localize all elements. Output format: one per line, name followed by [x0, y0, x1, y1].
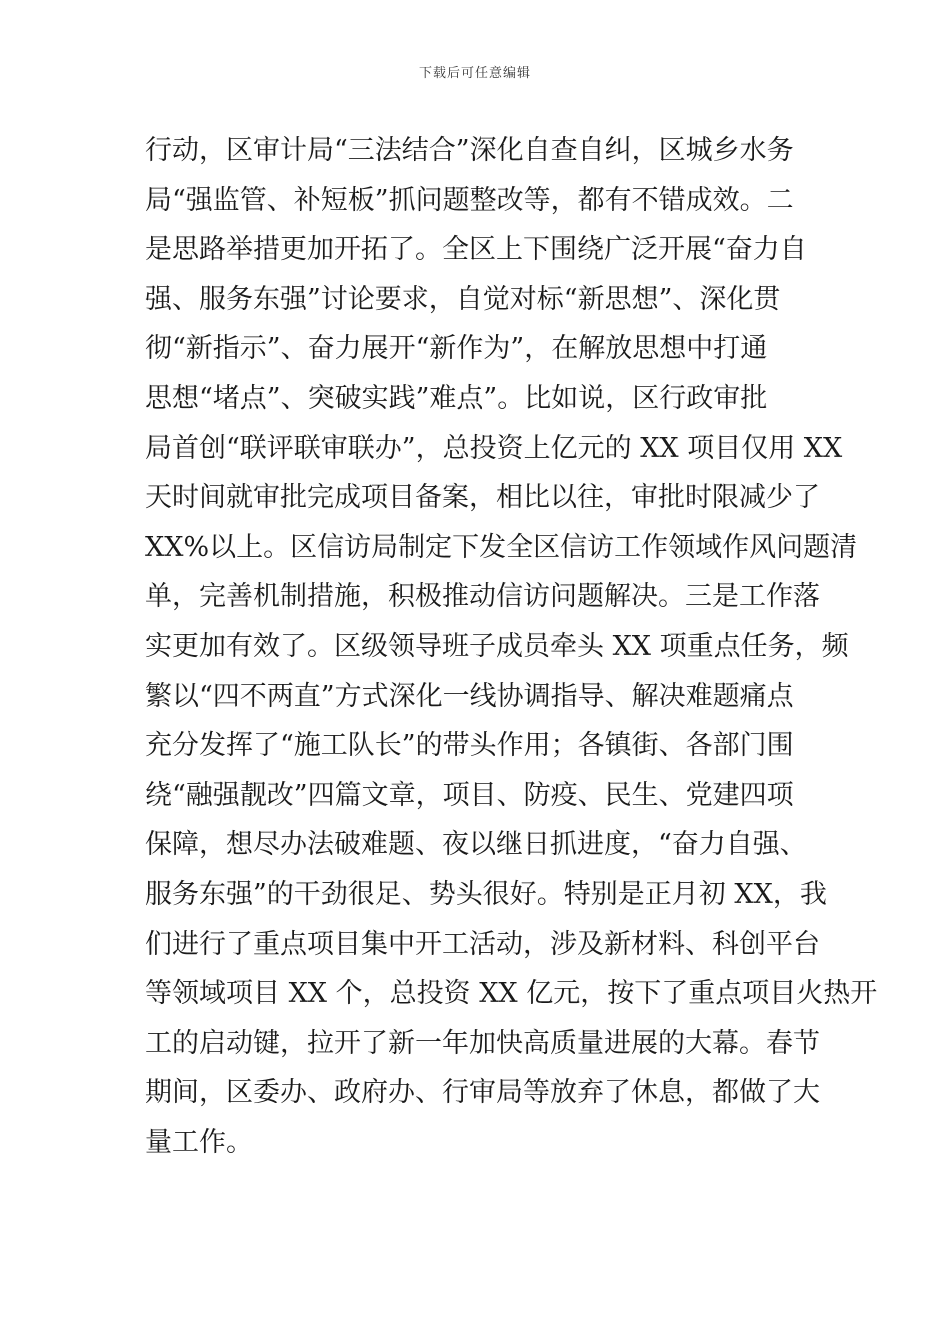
text-line: 工的启动键，拉开了新一年加快高质量进展的大幕。春节 — [145, 1027, 820, 1059]
text-line: 期间，区委办、政府办、行审局等放弃了休息，都做了大 — [145, 1077, 820, 1109]
text-line: 等领域项目 XX 个，总投资 XX 亿元，按下了重点项目火热开 — [145, 978, 878, 1010]
text-line: 们进行了重点项目集中开工活动，涉及新材料、科创平台 — [145, 928, 820, 960]
page-header: 下载后可任意编辑 — [418, 66, 531, 81]
text-line: 是思路举措更加开拓了。全区上下围绕广泛开展“奋力自 — [145, 234, 807, 266]
text-line: 局首创“联评联审联办”，总投资上亿元的 XX 项目仅用 XX — [145, 432, 843, 464]
text-line: 强、服务东强”讨论要求，自觉对标“新思想”、深化贯 — [145, 283, 781, 315]
text-line: 实更加有效了。区级领导班子成员牵头 XX 项重点任务，频 — [145, 630, 849, 662]
text-line: 思想“堵点”、突破实践”难点”。比如说，区行政审批 — [145, 382, 768, 414]
text-line: XX%以上。区信访局制定下发全区信访工作领域作风问题清 — [145, 531, 858, 563]
text-line: 单，完善机制措施，积极推动信访问题解决。三是工作落 — [145, 581, 820, 613]
text-line: 服务东强”的干劲很足、势头很好。特别是正月初 XX，我 — [145, 878, 827, 910]
text-line: 彻“新指示”、奋力展开“新作为”，在解放思想中打通 — [145, 333, 768, 365]
text-line: 保障，想尽办法破难题、夜以继日抓进度，“奋力自强、 — [145, 829, 807, 861]
text-line: 繁以“四不两直”方式深化一线协调指导、解决难题痛点 — [145, 680, 794, 712]
text-line: 天时间就审批完成项目备案，相比以往，审批时限减少了 — [145, 482, 820, 514]
text-line: 局“强监管、补短板”抓问题整改等，都有不错成效。二 — [145, 184, 794, 216]
text-line: 行动，区审计局“三法结合”深化自查自纠，区城乡水务 — [145, 135, 794, 166]
body-text — [145, 126, 878, 1167]
text-line: 量工作。 — [145, 1126, 253, 1158]
text-line: 绕“融强靓改”四篇文章，项目、防疫、民生、党建四项 — [145, 779, 794, 811]
text-line: 充分发挥了“施工队长”的带头作用；各镇街、各部门围 — [145, 730, 794, 762]
